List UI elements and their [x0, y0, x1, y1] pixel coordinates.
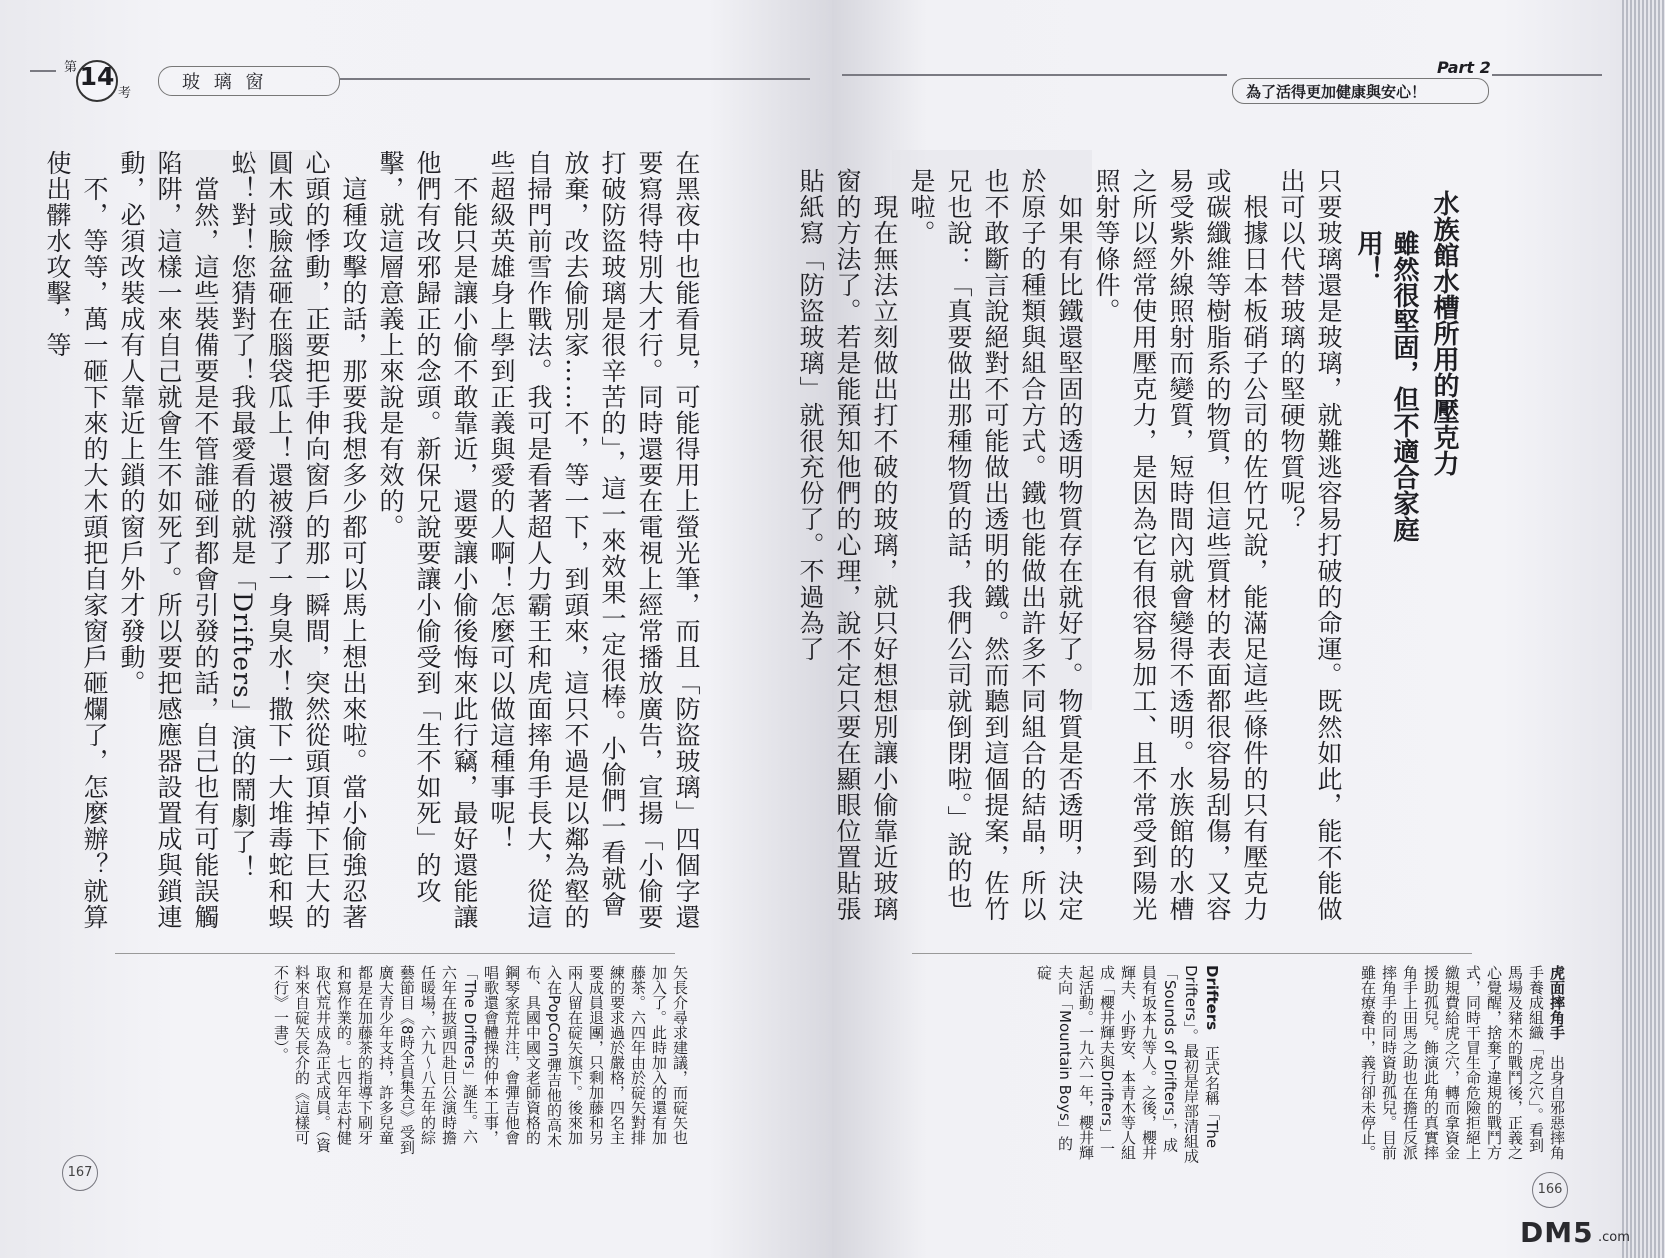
footnote-text: 正式名稱「The Drifters」。最初是岸部清組成「Sounds of Drifters」，成員有坂本九等人。之後，櫻井輝夫、小野安、本青木等人組成「櫻井輝夫與Drifters」一起活動。一九六一年，櫻井輝夫向「Mountain Boys」的碇 — [1035, 965, 1221, 1164]
body-text: 只要玻璃還是玻璃，就難逃容易打破的命運。既然如此，能不能做出可以代替玻璃的堅硬物質呢？ 根據日本板硝子公司的佐竹兄說，能滿足這些條件的只有壓克力或碳纖維等樹脂系的物質，但這些質材的表面都很容易刮傷，又容易受紫外線照射而變質，短時間內就會變得不透明。水族館的水槽之所以經常使用壓克力，是因為它有很容易加工、且不常受到陽光照射等條件。 如果有比鐵還堅固的透明物質存在就好了。物質是否透明，決定於原子的種類與組合方式。鐵也能做出許多不同組合的結晶，所以也不敢斷言說絕對不可能做出透明的鐵。然而聽到這個提案，佐竹兄也說：「真要做出那種物質的話，我們公司就倒閉啦。」說的也是啦。 現在無法立刻做出打不破的玻璃，就只好想想別讓小偷靠近玻璃窗的方法了。若是能預知他們的心理，說不定只要在顯眼位置貼張貼紙寫「防盜玻璃」就很充份了。不過為了 — [796, 168, 1343, 922]
section-heading — [1352, 190, 1462, 590]
right-page — [796, 0, 1622, 1258]
footnote-tiger-mask — [1227, 965, 1567, 1165]
chapter-prefix: 第 — [64, 60, 78, 75]
chapter-header — [58, 58, 358, 102]
chapter-number: 14 — [79, 62, 115, 91]
chapter-suffix: 考 — [118, 86, 132, 101]
header-rule — [842, 74, 1227, 76]
footnote-divider — [115, 953, 675, 954]
header-rule — [340, 78, 810, 80]
header-rule-right — [1492, 74, 1602, 76]
heading-line-2: 雖然很堅固，但不適合家庭用！ — [1353, 230, 1419, 542]
heading-line-1: 水族館水槽所用的壓克力 — [1429, 190, 1459, 476]
page-number: 167 — [62, 1155, 98, 1191]
part-label: Part 2 — [1437, 58, 1491, 77]
chapter-title: 玻 璃 窗 — [182, 72, 268, 93]
header-rule-left — [30, 70, 56, 72]
footnote-text: 矢長介尋求建議，而碇矢也加入了。此時加入的還有加藤茶。六四年由於碇矢對排練的要求過於嚴格，四名主要成員退團，只剩加藤和另兩人留在碇矢旗下。後來加入在PopCorn彈吉他的高木布、具國中國文老師資格的鋼琴家荒井注，會彈吉他會唱歌還會體操的仲本工事，「The Drifters」誕生。六六年在披頭四赴日公演時擔任暖場，六九～八五年的綜藝節目《8時全員集合》受到廣大青少年支持，許多兒童都是在加藤茶的指導下刷牙和寫作業的。七四年志村健取代荒井成為正式成員。（資料來自碇矢長介的《這樣可不行》一書）。 — [272, 965, 689, 1155]
part-header — [1222, 58, 1602, 108]
footnote-drifters — [887, 965, 1222, 1165]
part-subtitle: 為了活得更加健康與安心！ — [1246, 83, 1427, 101]
footnote-term: 虎面摔角手 — [1548, 965, 1566, 1040]
page-edges — [1622, 0, 1665, 1258]
footnote-term: Drifters — [1203, 965, 1221, 1031]
left-page — [0, 0, 832, 1258]
page-number: 166 — [1532, 1172, 1568, 1208]
footnote-divider — [912, 953, 1472, 954]
body-text: 在黑夜中也能看見，可能得用上螢光筆，而且「防盜玻璃」四個字還要寫得特別大才行。同時還要在電視上經常播放廣告，宣揚「小偷要打破防盜玻璃是很辛苦的」，這一來效果一定很棒。小偷們一看就會放棄，改去偷別家……不，等一下，到頭來，這只不過是以鄰為壑的自掃門前雪作戰法。我可是看著超人力霸王和虎面摔角手長大，從這些超級英雄身上學到正義與愛的人啊！怎麼可以做這種事呢！ 不能只是讓小偷不敢靠近，還要讓小偷後悔來此行竊，最好還能讓他們有改邪歸正的念頭。新保兄說要讓小偷受到「生不如死」的攻擊，就這層意義上來說是有效的。 這種攻擊的話，那要我想多少都可以馬上想出來啦。當小偷強忍著心頭的悸動，正要把手伸向窗戶的那一瞬間，突然從頭頂掉下巨大的圓木或臉盆砸在腦袋瓜上！還被潑了一身臭水！撒下一大堆毒蛇和蜈蚣！對！您猜對了！我最愛看的就是「Drifters」演的鬧劇了！ 當然，這些裝備要是不管誰碰到都會引發的話，自己也有可能誤觸陷阱，這樣一來自己就會生不如死了。所以要把感應器設置成與鎖連動，必須改裝成有人靠近上鎖的窗戶外才發動。 不，等等，萬一砸下來的大木頭把自家窗戶砸爛了，怎麼辦？就算使出髒水攻擊，等 — [43, 150, 701, 930]
watermark-domain: .com — [1598, 1230, 1630, 1245]
footnote-text: 出身自邪惡摔角手養成組織「虎之穴」。看到馬場及豬木的戰鬥後，正義之心覺醒，捨棄了違規的戰鬥方式，同時干冒生命危險拒絕上繳規費給虎之穴，轉而拿資金援助孤兒。飾演此角的真實摔角手上田馬之助也在擔任反派摔角手的同時資助孤兒。目前雖在療養中，義行卻未停止。 — [1359, 965, 1566, 1160]
watermark-brand: DM5 — [1520, 1216, 1594, 1249]
watermark — [1520, 1216, 1660, 1250]
